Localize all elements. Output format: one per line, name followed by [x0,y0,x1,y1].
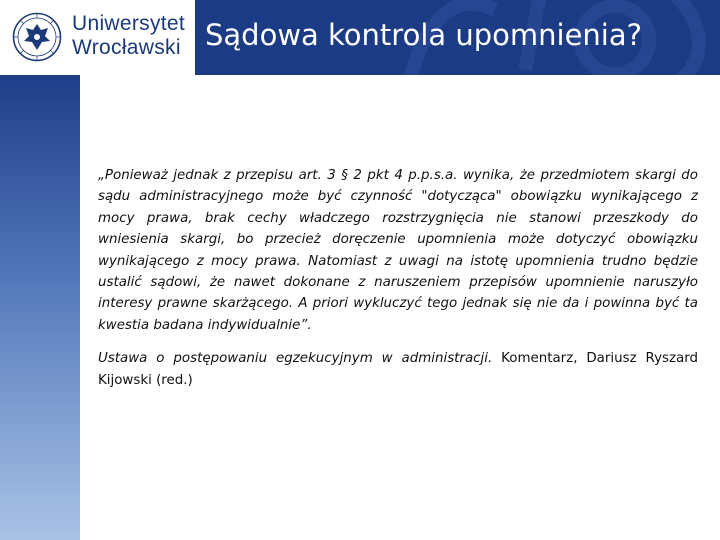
logo-wordmark [72,12,185,60]
citation-title: Ustawa o postępowaniu egzekucyjnym w administracji. [98,351,493,367]
slide-content [98,165,698,391]
slide-header [0,0,720,75]
university-seal-icon [12,12,62,62]
side-accent-bar [0,75,80,540]
slide-title: Sądowa kontrola upomnienia? [205,18,643,52]
quote-paragraph: „Ponieważ jednak z przepisu art. 3 § 2 pkt 4 p.p.s.a. wynika, że przedmiotem skargi do sądu administracyjnego może być czynność "dotycząca" obowiązku wynikającego z mocy prawa, brak cechy władczego rozstrzygnięcia nie stanowi przeszkody do wniesienia skargi, bo przecież doręczenie upomnienia może dotyczyć obowiązku wynikającego z mocy prawa. Natomiast z uwagi na istotę upomnienia trudno będzie ustalić sądowi, że nawet dokonane z naruszeniem przepisów upomnienie naruszyło interesy prawne skarżącego. A priori wykluczyć tego jednak się nie da i powinna być ta kwestia badana indywidualnie”. [98,168,698,333]
university-logo [0,0,195,75]
citation-paragraph [98,348,698,391]
logo-line-1: Uniwersytet [72,12,185,35]
citation-details: Komentarz, Dariusz Ryszard Kijowski (red.) [98,351,699,388]
title-bar [195,0,720,75]
logo-line-2: Wrocławski [72,36,181,59]
